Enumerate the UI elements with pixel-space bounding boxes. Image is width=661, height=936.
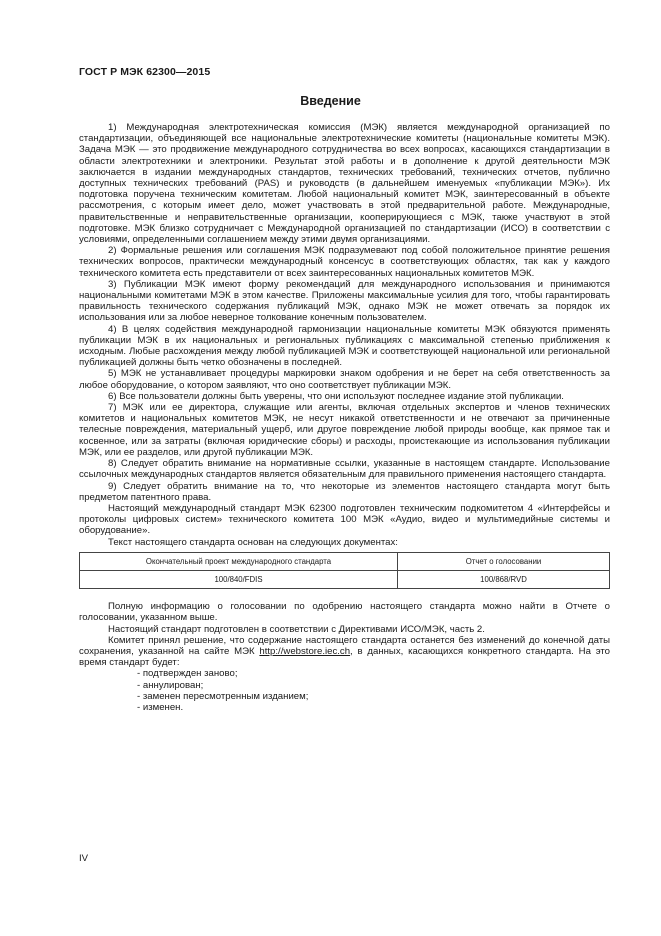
- paragraph-4: 4) В целях содействия международной гармонизации национальные комитеты МЭК обязуются применять публикации МЭК в их национальных и региональных публикациях с максимальной степенью приближения к исходным. Любые расхождения между любой публикацией МЭК и соответствующей национальной или региональной публикацией должны быть четко обозначены в последней.: [79, 323, 610, 369]
- table-header-row: [80, 552, 610, 570]
- paragraph-documents-intro: Текст настоящего стандарта основан на следующих документах:: [108, 536, 398, 548]
- documents-table: [79, 552, 610, 589]
- list-item: - изменен.: [137, 701, 184, 713]
- paragraph-directives: Настоящий стандарт подготовлен в соответствии с Директивами ИСО/МЭК, часть 2.: [108, 623, 485, 635]
- paragraph-2: 2) Формальные решения или соглашения МЭК подразумевают под собой положительное принятие решения технических вопросов, практически международный консенсус в соответствующих областях, так как у каждого технического комитета есть представители от всех заинтересованных национальных комитетов МЭК.: [79, 245, 610, 279]
- paragraph-3: 3) Публикации МЭК имеют форму рекомендаций для международного использования и принимаются национальными комитетами МЭК в этом качестве. Приложены максимальные усилия для того, чтобы гарантировать правильность технического содержания публикаций МЭК, однако МЭК не может отвечать за порядок их использования или за любое неверное толкование конечным пользователем.: [79, 278, 610, 324]
- paragraph-5: 5) МЭК не устанавливает процедуры маркировки знаком одобрения и не берет на себя ответственность за любое оборудование, о котором заявляют, что оно соответствует публикации МЭК.: [79, 368, 610, 391]
- standard-header: ГОСТ Р МЭК 62300—2015: [79, 66, 211, 78]
- document-body: [79, 122, 610, 713]
- paragraph-6: 6) Все пользователи должны быть уверены, что они используют последнее издание этой публикации.: [108, 390, 564, 402]
- paragraph-8: 8) Следует обратить внимание на нормативные ссылки, указанные в настоящем стандарте. Использование ссылочных международных стандартов является обязательным для правильного применения настоящего стандарта.: [79, 458, 610, 481]
- list-item: - аннулирован;: [137, 679, 204, 691]
- page-number: IV: [79, 853, 89, 864]
- paragraph-7: 7) МЭК или ее директора, служащие или агенты, включая отдельных экспертов и членов технических комитетов и национальных комитетов МЭК, не несут никакой ответственности и не отвечают за причиненные телесные повреждения, материальный ущерб, или другое повреждение любой природы вообще, как прямое так и косвенное, или за затраты (включая юридические сборы) и расходы, проистекающие из использования публикации МЭК, или ее разделов, или другой публикации МЭК.: [79, 402, 610, 458]
- paragraph-stability: [79, 635, 610, 669]
- table-header-cell: Отчет о голосовании: [398, 552, 610, 570]
- table-cell: 100/840/FDIS: [80, 570, 398, 588]
- paragraph-voting-info: Полную информацию о голосовании по одобрению настоящего стандарта можно найти в Отчете о голосовании, указанном выше.: [79, 601, 610, 624]
- webstore-link[interactable]: http://webstore.iec.ch: [259, 645, 351, 657]
- list-item: - заменен пересмотренным изданием;: [137, 690, 309, 702]
- paragraph-9: 9) Следует обратить внимание на то, что некоторые из элементов настоящего стандарта могут быть предметом патентного права.: [79, 480, 610, 503]
- list-item: - подтвержден заново;: [137, 668, 238, 680]
- table-header-cell: Окончательный проект международного стандарта: [80, 552, 398, 570]
- stability-text-start: Комитет принял решение, что содержание настоящего стандарта останется без изменений до конечной даты сохранения, указанной на сайте МЭК: [79, 634, 610, 657]
- section-title: Введение: [300, 94, 361, 108]
- paragraph-1: 1) Международная электротехническая комиссия (МЭК) является международной организацией по стандартизации, объединяющей все национальные электротехнические комитеты (национальные комитеты МЭК). Задача МЭК — это продвижение международного сотрудничества во всех вопросах, касающихся стандартизации в области электротехники и электроники. Результат этой работы и в дополнение к другой деятельности МЭК заключается в издании международных стандартов, технических требований, технических отчетов, публично доступных технических требований (PAS) и руководств (в дальнейшем именуемых «публикации МЭК»). Их подготовка поручена техническим комитетам. Любой национальный комитет МЭК, заинтересованный в объекте рассмотрения, с которым имеет дело, может участвовать в этой предварительной работе. Международные, правительственные и неправительственные организации, кооперирующиеся с МЭК, также участвуют в этой подготовке. МЭК близко сотрудничает с Международной организацией по стандартизации (ИСО) в соответствии с условиями, определенными соглашением между этими двумя организациями.: [79, 122, 610, 246]
- table-cell: 100/868/RVD: [398, 570, 610, 588]
- paragraph-prepared-by: Настоящий международный стандарт МЭК 62300 подготовлен техническим подкомитетом 4 «Интерфейсы и протоколы цифровых систем» технического комитета 100 МЭК «Аудио, видео и мультимедийные системы и оборудование».: [79, 502, 610, 537]
- stability-text-end: , в данных, касающихся конкретного стандарта. На это время стандарт будет:: [79, 645, 610, 669]
- table-row: [80, 570, 610, 588]
